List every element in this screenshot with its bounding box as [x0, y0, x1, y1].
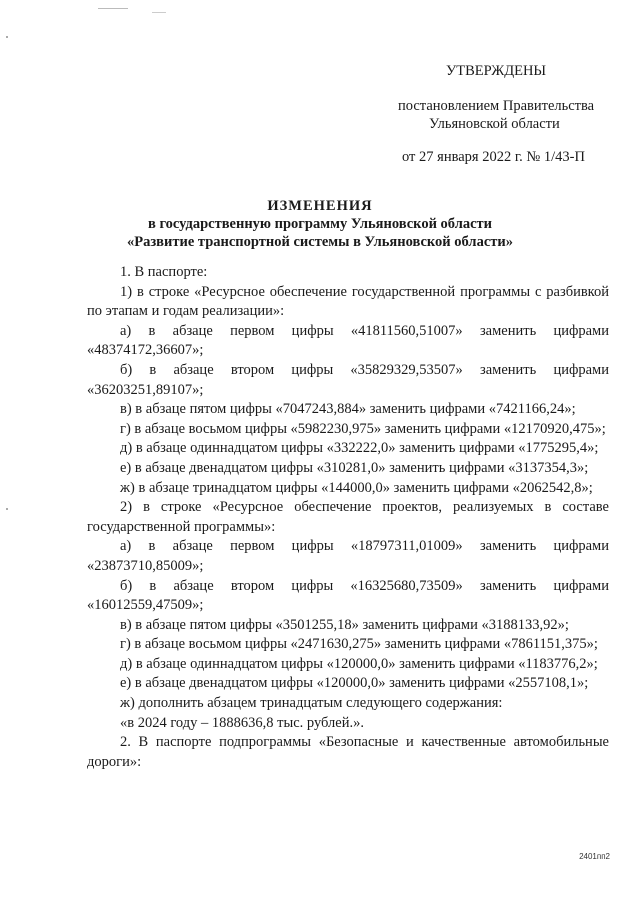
scan-artifact-line [98, 8, 128, 9]
paragraph: д) в абзаце одиннадцатом цифры «120000,0» заменить цифрами «1183776,2»; [120, 655, 598, 672]
paragraph: в) в абзаце пятом цифры «3501255,18» заменить цифрами «3188133,92»; [120, 616, 569, 633]
approval-stamp-line: постановлением Правительства [398, 98, 595, 114]
document-body [87, 263, 609, 772]
paragraph: 2) в строке «Ресурсное обеспечение проектов, реализуемых в составе государственной программы»: [87, 499, 609, 535]
approval-date-number: от 27 января 2022 г. № 1/43-П [402, 149, 585, 165]
paragraph: г) в абзаце восьмом цифры «5982230,975» заменить цифрами «12170920,475»; [120, 420, 606, 437]
paragraph: «в 2024 году – 1888636,8 тыс. рублей.». [120, 714, 364, 731]
document-code: 2401пп2 [579, 852, 610, 861]
paragraph: е) в абзаце двенадцатом цифры «120000,0» заменить цифрами «2557108,1»; [120, 675, 589, 692]
paragraph: 2. В паспорте подпрограммы «Безопасные и качественные автомобильные дороги»: [87, 734, 609, 770]
paragraph: ж) дополнить абзацем тринадцатым следующего содержания: [120, 695, 503, 712]
paragraph: 1) в строке «Ресурсное обеспечение государственной программы с разбивкой по этапам и годам реализации»: [87, 283, 609, 320]
paragraph: б) в абзаце втором цифры «16325680,73509» заменить цифрами «16012559,47509»; [87, 577, 609, 614]
approval-stamp-line: Ульяновской области [429, 116, 560, 132]
document-title: ИЗМЕНЕНИЯ [267, 198, 373, 214]
paragraph: д) в абзаце одиннадцатом цифры «332222,0» заменить цифрами «1775295,4»; [120, 440, 599, 457]
paragraph: а) в абзаце первом цифры «41811560,51007» заменить цифрами «48374172,36607»; [87, 322, 609, 359]
paragraph: г) в абзаце восьмом цифры «2471630,275» заменить цифрами «7861151,375»; [120, 636, 598, 653]
paragraph: в) в абзаце пятом цифры «7047243,884» заменить цифрами «7421166,24»; [120, 401, 576, 418]
approval-stamp-title: УТВЕРЖДЕНЫ [446, 63, 547, 79]
paragraph: ж) в абзаце тринадцатом цифры «144000,0» заменить цифрами «2062542,8»; [120, 479, 593, 496]
document-subtitle: «Развитие транспортной системы в Ульяновской области» [127, 234, 513, 250]
paragraph: а) в абзаце первом цифры «18797311,01009» заменить цифрами «23873710,85009»; [87, 538, 609, 574]
scan-artifact-dot [6, 508, 8, 510]
scan-artifact-line [152, 12, 166, 13]
paragraph: б) в абзаце втором цифры «35829329,53507» заменить цифрами «36203251,89107»; [87, 361, 609, 398]
document-subtitle: в государственную программу Ульяновской области [147, 216, 492, 232]
scan-artifact-dot [6, 36, 8, 38]
paragraph: е) в абзаце двенадцатом цифры «310281,0» заменить цифрами «3137354,3»; [120, 459, 589, 476]
paragraph: 1. В паспорте: [120, 264, 208, 280]
